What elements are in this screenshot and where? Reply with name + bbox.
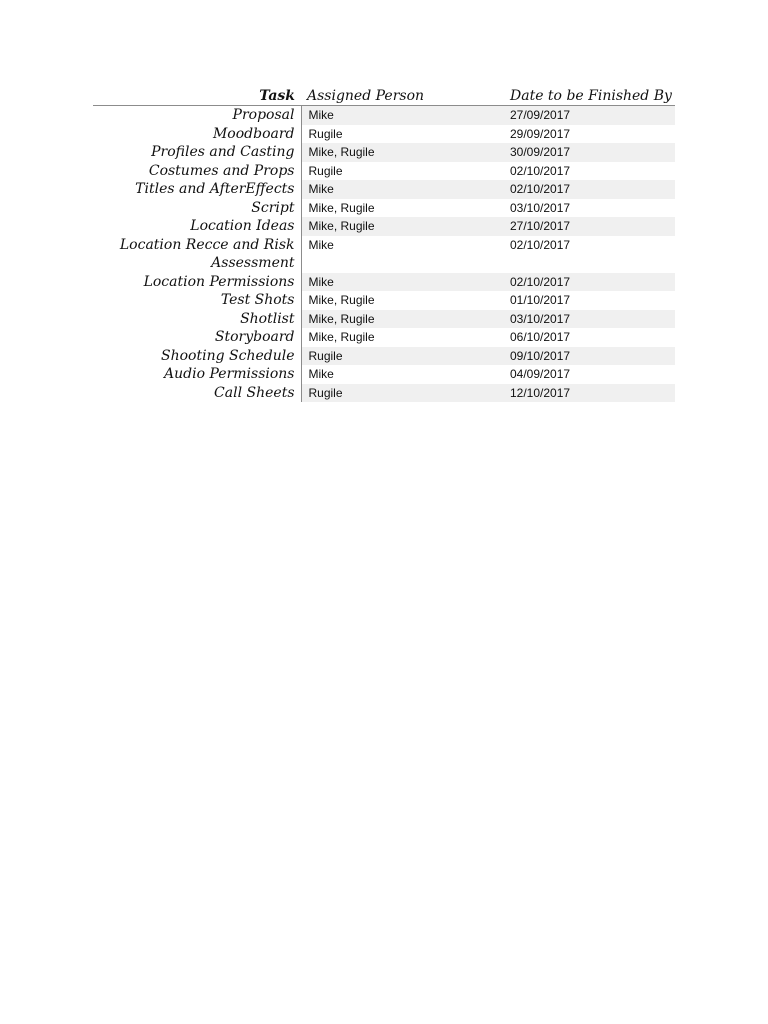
task-name: Titles and AfterEffects: [93, 180, 301, 199]
assigned-person: Rugile: [301, 347, 500, 366]
due-date: 29/09/2017: [510, 126, 571, 141]
due-date: 02/10/2017: [510, 237, 571, 252]
table-row: [93, 217, 675, 236]
header-date-to-be-finished-by: Date to be Finished By: [500, 86, 675, 106]
due-date: 12/10/2017: [500, 384, 675, 403]
assigned-person: Mike: [301, 273, 500, 292]
assigned-person: Mike: [308, 237, 334, 252]
assigned-person: Mike: [301, 180, 500, 199]
table-row: [93, 106, 675, 125]
assigned-person: Rugile: [308, 163, 343, 178]
assigned-person: Mike, Rugile: [308, 330, 375, 344]
table-row: [93, 347, 675, 366]
table-row: [93, 199, 675, 218]
due-date: 03/10/2017: [510, 200, 571, 215]
task-name: Script: [93, 199, 301, 218]
table-row: [93, 384, 675, 403]
table-row: [93, 162, 675, 181]
task-name: Test Shots: [93, 291, 301, 310]
table-row: [93, 273, 675, 292]
assigned-person: Mike, Rugile: [301, 310, 500, 329]
task-name: Moodboard: [93, 125, 301, 144]
assigned-person: Mike, Rugile: [308, 293, 375, 307]
assigned-person: Mike, Rugile: [301, 143, 500, 162]
task-name: Proposal: [93, 106, 301, 125]
table-row: [93, 125, 675, 144]
table-row: [93, 236, 675, 273]
due-date: 04/09/2017: [510, 367, 571, 381]
table-row: [93, 328, 675, 347]
task-name: Location Ideas: [93, 217, 301, 236]
assigned-person: Rugile: [301, 384, 500, 403]
due-date: 01/10/2017: [510, 293, 571, 307]
header-assigned-person: Assigned Person: [301, 86, 500, 106]
table-row: [93, 143, 675, 162]
assigned-person: Mike: [301, 106, 500, 125]
header-task: Task: [93, 86, 301, 106]
task-assignment-table: [93, 86, 675, 402]
task-name: Shooting Schedule: [93, 347, 301, 366]
due-date: 30/09/2017: [500, 143, 675, 162]
assigned-person: Mike, Rugile: [308, 200, 375, 215]
due-date: 06/10/2017: [510, 330, 571, 344]
due-date: 03/10/2017: [500, 310, 675, 329]
header-row: [93, 86, 675, 106]
task-name: Audio Permissions: [93, 365, 301, 384]
table-row: [93, 180, 675, 199]
task-name: Costumes and Props: [93, 162, 301, 181]
assigned-person: Mike: [308, 367, 334, 381]
task-name: Location Recce and Risk Assessment: [93, 236, 301, 273]
assigned-person: Mike, Rugile: [301, 217, 500, 236]
task-name: Storyboard: [93, 328, 301, 347]
assigned-person: Rugile: [308, 126, 343, 141]
due-date: 02/10/2017: [500, 273, 675, 292]
task-name: Profiles and Casting: [93, 143, 301, 162]
task-name: Call Sheets: [93, 384, 301, 403]
due-date: 09/10/2017: [500, 347, 675, 366]
due-date: 27/10/2017: [500, 217, 675, 236]
task-name: Shotlist: [93, 310, 301, 329]
due-date: 27/09/2017: [500, 106, 675, 125]
task-name: Location Permissions: [93, 273, 301, 292]
table-row: [93, 310, 675, 329]
due-date: 02/10/2017: [510, 163, 571, 178]
due-date: 02/10/2017: [500, 180, 675, 199]
table-row: [93, 291, 675, 310]
table-row: [93, 365, 675, 384]
